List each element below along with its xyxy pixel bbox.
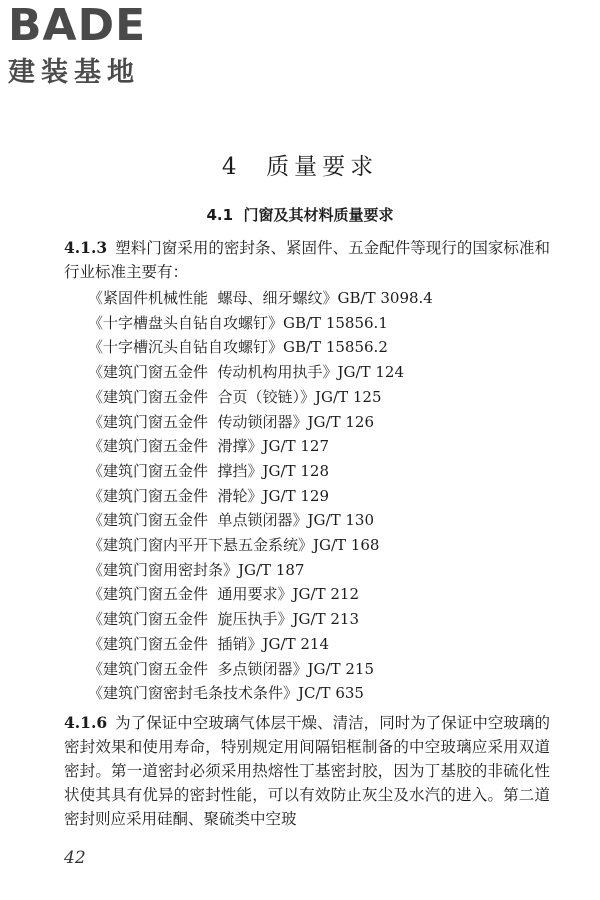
page-number: 42 [64,848,86,868]
chapter-title: 4 质量要求 [221,154,379,180]
list-item: 《建筑门窗内平开下悬五金系统》JG/T 168 [88,536,380,555]
logo-brand: BADE [8,0,147,51]
clause-number: 4.1.3 [64,238,108,257]
list-item: 《十字槽盘头自钻自攻螺钉》GB/T 15856.1 [88,313,388,332]
list-item: 《建筑门窗密封毛条技术条件》JC/T 635 [88,684,364,703]
list-item: 《紧固件机械性能 螺母、细牙螺纹》GB/T 3098.4 [88,289,433,307]
clause-text: 为了保证中空玻璃气体层干燥、清洁，同时为了保证中空玻璃的密封效果和使用寿命，特别规定用间隔铝框制备的中空玻璃应采用双道密封。第一道密封必须采用热熔性丁基密封胶，因为丁基胶的非硫化性状使其具有优异的密封性能，可以有效防止灰尘及水汽的进入。第二道密封则应采用硅酮、聚硫类中空玻 [64,714,550,828]
list-item: 《建筑门窗五金件 传动机构用执手》JG/T 124 [88,363,404,382]
list-item: 《建筑门窗五金件 插销》JG/T 214 [88,634,329,653]
clause-4-1-3 [64,236,550,284]
list-item: 《十字槽沉头自钻自攻螺钉》GB/T 15856.2 [88,338,388,357]
list-item: 《建筑门窗五金件 撑挡》JG/T 128 [88,461,329,480]
list-item: 《建筑门窗五金件 滑轮》JG/T 129 [88,486,329,505]
list-item: 《建筑门窗五金件 通用要求》JG/T 212 [88,585,359,604]
list-item: 《建筑门窗五金件 滑撑》JG/T 127 [88,437,329,456]
list-item: 《建筑门窗五金件 单点锁闭器》JG/T 130 [88,511,374,530]
list-item: 《建筑门窗五金件 合页（铰链）》JG/T 125 [88,387,382,406]
list-item: 《建筑门窗用密封条》JG/T 187 [88,560,305,579]
clause-text: 塑料门窗采用的密封条、紧固件、五金配件等现行的国家标准和行业标准主要有： [64,239,550,281]
section-title: 4.1 门窗及其材料质量要求 [206,206,394,224]
list-item: 《建筑门窗五金件 多点锁闭器》JG/T 215 [88,659,374,678]
list-item: 《建筑门窗五金件 旋压执手》JG/T 213 [88,610,359,629]
logo-subtitle: 建装基地 [8,57,140,88]
standards-list [88,286,433,706]
clause-number: 4.1.6 [64,713,108,732]
clause-4-1-6 [64,711,550,831]
logo [8,0,178,90]
list-item: 《建筑门窗五金件 传动锁闭器》JG/T 126 [88,412,374,431]
